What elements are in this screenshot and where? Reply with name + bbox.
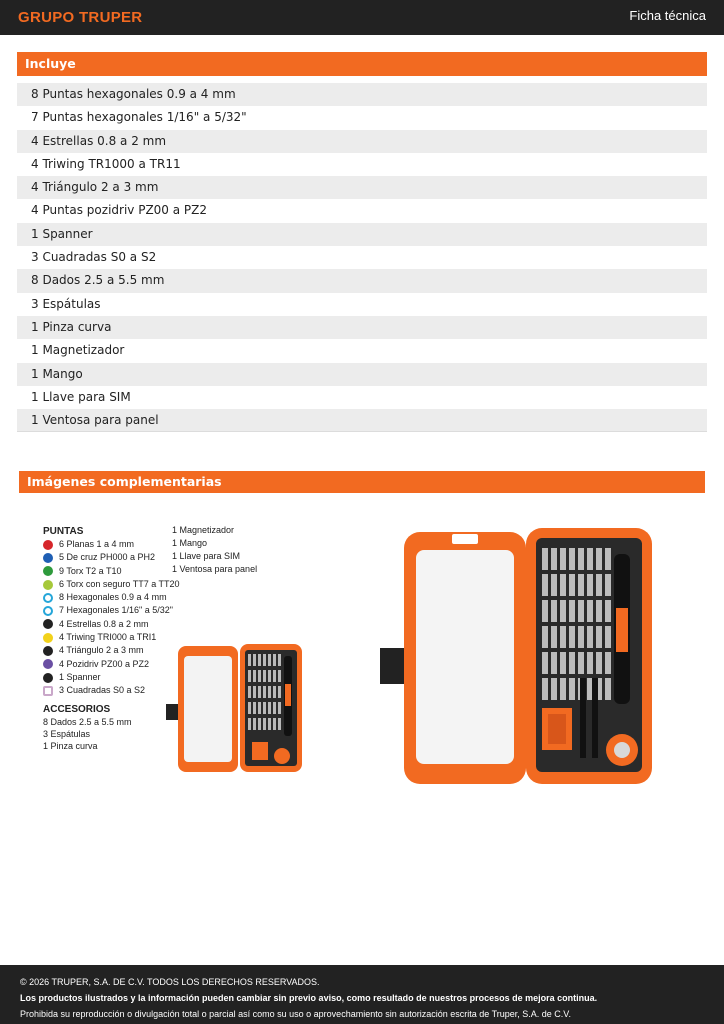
footer [0,965,724,1024]
bit-icon [253,686,256,698]
bit-icon [551,600,557,622]
bit-icon [596,574,602,596]
puntas-item [43,658,180,671]
bit-icon [560,548,566,570]
puntas-item-label: 8 Hexagonales 0.9 a 4 mm [59,592,167,603]
bit-icon [273,686,276,698]
small-kit-window [184,656,232,762]
bit-icon [605,600,611,622]
bit-icon [587,600,593,622]
bit-icon [263,686,266,698]
bit-icon [605,652,611,674]
legend-image [40,522,300,782]
top-bar [0,0,724,35]
puntas-item [43,551,180,564]
puntas-legend [43,526,180,752]
bit-icon [248,670,251,682]
footer-legal: Prohibida su reproducción o divulgación total o parcial así como su uso o aprovechamiento sin autorización escrita de Truper, S.A. de C.V. [20,1009,571,1019]
pozidriv-icon [43,659,53,669]
bit-icon [273,718,276,730]
bit-icon [268,654,271,666]
bit-icon [248,654,251,666]
bit-icon [596,600,602,622]
large-kit-spatula [580,678,586,758]
bit-icon [569,600,575,622]
incluye-item: 1 Ventosa para panel [17,409,707,432]
large-kit-hinge [380,648,408,684]
bit-icon [587,574,593,596]
extra-item: 1 Magnetizador [172,525,235,535]
bit-icon [258,670,261,682]
puntas-item-label: 4 Estrellas 0.8 a 2 mm [59,618,149,629]
small-kit-hinge [166,704,180,720]
bit-icon [596,548,602,570]
star-icon [43,619,53,629]
bit-icon [542,626,548,648]
extras-legend [172,524,257,576]
bit-icon [560,626,566,648]
bit-icon [278,702,281,714]
bit-icon [268,702,271,714]
bit-icon [263,670,266,682]
bit-icon [551,626,557,648]
bit-icon [578,574,584,596]
puntas-item [43,578,180,591]
puntas-item-label: 6 Torx con seguro TT7 a TT20 [59,578,180,589]
bit-icon [569,548,575,570]
incluye-list [17,83,707,432]
puntas-item-label: 4 Pozidriv PZ00 a PZ2 [59,658,150,669]
bit-icon [596,626,602,648]
puntas-item-label: 3 Cuadradas S0 a S2 [59,685,146,696]
bit-icon [253,702,256,714]
puntas-item-label: 1 Spanner [59,671,101,682]
bit-icon [253,654,256,666]
bit-icon [560,652,566,674]
bit-icon [578,626,584,648]
hex-icon [43,593,53,603]
bit-icon [605,678,611,700]
accesorio-item: 8 Dados 2.5 a 5.5 mm [43,716,132,727]
puntas-item [43,618,180,631]
puntas-item [43,684,180,697]
bit-icon [569,626,575,648]
bit-icon [587,548,593,570]
torx-security-icon [43,580,53,590]
bit-icon [263,718,266,730]
extra-item: 1 Ventosa para panel [172,564,258,574]
incluye-item: 4 Triwing TR1000 a TR11 [17,153,707,176]
bit-icon [263,702,266,714]
large-kit-image [380,528,652,788]
bit-icon [605,626,611,648]
bit-icon [560,600,566,622]
bit-icon [551,548,557,570]
bit-icon [268,718,271,730]
bit-icon [253,670,256,682]
bit-icon [278,686,281,698]
bit-icon [253,718,256,730]
bit-icon [578,548,584,570]
phillips-icon [43,553,53,563]
incluye-item: 8 Dados 2.5 a 5.5 mm [17,269,707,292]
puntas-item-label: 4 Triángulo 2 a 3 mm [59,645,144,656]
incluye-item: 8 Puntas hexagonales 0.9 a 4 mm [17,83,707,106]
imagenes-heading: Imágenes complementarias [19,471,705,493]
accesorio-item: 3 Espátulas [43,728,91,739]
bit-icon [578,652,584,674]
puntas-item [43,604,180,617]
puntas-item-label: 4 Triwing TRI000 a TRI1 [59,632,157,643]
incluye-item: 3 Cuadradas S0 a S2 [17,246,707,269]
triangle-icon [43,646,53,656]
incluye-item: 7 Puntas hexagonales 1/16" a 5/32" [17,106,707,129]
bit-icon [542,600,548,622]
puntas-item [43,671,180,684]
bit-icon [596,652,602,674]
footer-copyright: © 2026 TRUPER, S.A. DE C.V. TODOS LOS DERECHOS RESERVADOS. [20,977,320,987]
torx-icon [43,566,53,576]
puntas-item [43,591,180,604]
incluye-item: 4 Triángulo 2 a 3 mm [17,176,707,199]
bit-icon [605,574,611,596]
puntas-item-label: 9 Torx T2 a T10 [59,565,122,576]
small-kit-suction [274,748,290,764]
bit-icon [569,652,575,674]
bit-icon [605,548,611,570]
bit-icon [278,670,281,682]
bit-icon [268,670,271,682]
bit-icon [560,678,566,700]
bit-icon [278,718,281,730]
bit-icon [248,702,251,714]
bit-icon [542,548,548,570]
bit-icon [273,654,276,666]
incluye-item: 4 Puntas pozidriv PZ00 a PZ2 [17,199,707,222]
bit-icon [258,686,261,698]
bit-icon [258,702,261,714]
brand-logo[interactable]: GRUPO TRUPER [18,9,143,26]
puntas-title: PUNTAS [43,526,84,537]
bit-icon [268,686,271,698]
bit-icon [551,574,557,596]
bit-icon [587,652,593,674]
bit-icon [248,686,251,698]
puntas-item [43,631,180,644]
bit-icon [273,670,276,682]
spanner-icon [43,673,53,683]
bit-icon [542,574,548,596]
bit-icon [560,574,566,596]
bit-icon [273,702,276,714]
bit-icon [569,678,575,700]
triwing-icon [43,633,53,643]
bit-icon [263,654,266,666]
puntas-item [43,538,180,551]
puntas-item [43,644,180,657]
incluye-item: 1 Pinza curva [17,316,707,339]
small-kit-magnet [252,742,268,760]
extra-item: 1 Llave para SIM [172,551,241,561]
incluye-item: 1 Spanner [17,223,707,246]
square-icon [43,686,53,696]
bit-icon [578,600,584,622]
bit-icon [248,718,251,730]
small-kit-image [166,644,302,774]
incluye-item: 1 Llave para SIM [17,386,707,409]
bit-icon [551,678,557,700]
bit-icon [587,626,593,648]
bit-icon [258,718,261,730]
page-title: Ficha técnica [629,8,706,23]
accesorios-title: ACCESORIOS [43,703,111,715]
incluye-item: 3 Espátulas [17,293,707,316]
bit-icon [551,652,557,674]
hex-inch-icon [43,606,53,616]
accesorio-item: 1 Pinza curva [43,740,98,751]
bit-icon [542,652,548,674]
puntas-item [43,565,180,578]
bit-icon [569,574,575,596]
incluye-item: 4 Estrellas 0.8 a 2 mm [17,130,707,153]
flat-icon [43,540,53,550]
puntas-item-label: 5 De cruz PH000 a PH2 [59,552,156,563]
footer-notice: Los productos ilustrados y la información pueden cambiar sin previo aviso, como resultado de nuestros procesos de mejora continua. [20,993,598,1003]
incluye-heading: Incluye [17,52,707,76]
incluye-item: 1 Mango [17,363,707,386]
incluye-item: 1 Magnetizador [17,339,707,362]
puntas-item-label: 6 Planas 1 a 4 mm [59,539,135,549]
bit-icon [258,654,261,666]
extra-item: 1 Mango [172,538,208,548]
bit-icon [542,678,548,700]
large-kit-window [416,550,514,764]
bit-icon [278,654,281,666]
puntas-item-label: 7 Hexagonales 1/16" a 5/32" [59,605,173,616]
